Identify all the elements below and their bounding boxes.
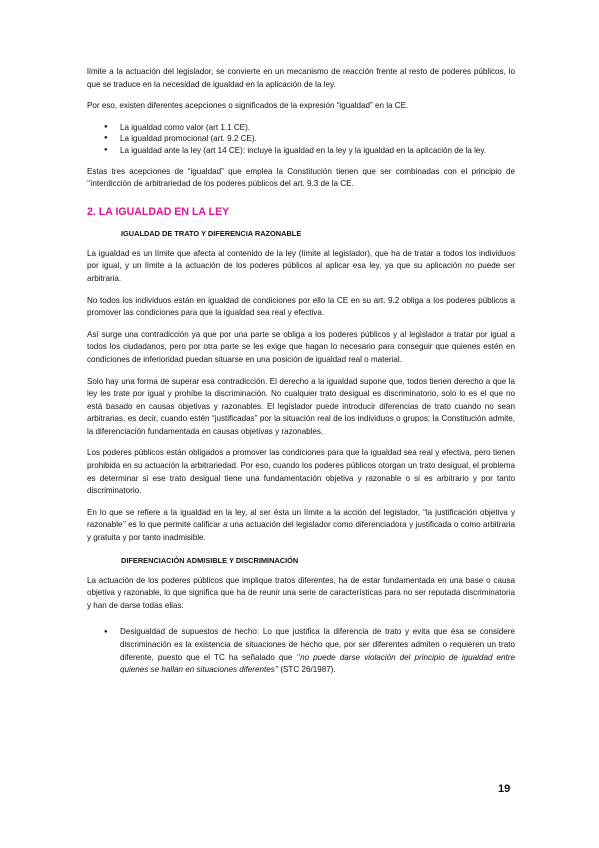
paragraph-contradiccion: Así surge una contradicción ya que por una parte se obliga a los poderes públicos y al legislador a tratar por igual a todos los ciudadanos, pero por otra parte se les exige que hagan lo necesario para conseguir que quienes estén en condiciones de inferioridad puedan situarse en una posición de igualdad real o material. xyxy=(87,329,515,364)
intro-paragraph: límite a la actuación del legislador, se convierte en un mecanismo de reacción frente al resto de poderes públicos, lo que se traduce en la necesidad de igualdad en la aplicación de la ley. xyxy=(87,67,515,89)
paragraph-justificacion: En lo que se refiere a la igualdad en la ley, al ser ésta un límite a la acción del legislador, “la justificación objetiva y razonable’’ es lo que permite calificar a una actuación del legislador como diferenciadora y justificada o como arbitraria y gratuita y por tanto inadmisible. xyxy=(87,507,515,543)
supuestos-quote: ‘’no puede darse violación del principio de igualdad entre quienes se hallan en situaciones diferentes’’ xyxy=(120,652,515,675)
paragraph-superar: Solo hay una forma de superar esa contradicción. El derecho a la igualdad supone que, todos tienen derecho a que la ley les trate por igual y prohíbe la discriminación. No cualquier trato desigual es discriminatorio, solo lo es el que no está basado en causas objetivas y razonables. El legislador puede introducir diferencias de trato cuando no sean arbitrarias, es decir, cuando estén “justificadas” por la situación real de los individuos o grupos; la Constitución admite, la diferenciación fundamentada en causas objetivas y razonables. xyxy=(87,376,515,436)
paragraph-poderes-publicos: Los poderes públicos están obligados a promover las condiciones para que la igualdad sea real y efectiva, pero tienen prohibida en su actuación la arbitrariedad. Por eso, cuando los poderes públicos otorgan un trato desigual, el problema es determinar si ese trato desigual tiene una fundamentación objetiva y razonable o si es arbitrario y por tanto discriminatorio. xyxy=(87,448,515,496)
paragraph-limite: La igualdad es un límite que afecta al contenido de la ley (límite al legislador), que ha de tratar a todos los individuos por igual, y un límite a la actuación de los poderes públicos al aplicar esa ley, ya que su aplicación no puede ser arbitraria. xyxy=(87,248,515,283)
subheading-diferenciacion: DIFERENCIACIÓN ADMISIBLE Y DISCRIMINACIÓN xyxy=(121,555,299,565)
subheading-igualdad-de-trato: IGUALDAD DE TRATO Y DIFERENCIA RAZONABLE xyxy=(121,228,302,238)
paragraph-actuacion: La actuación de los poderes públicos que implique tratos diferentes, ha de estar fundamentada en una base o causa objetiva y razonable, lo que significa que ha de reunir una serie de características para no ser reputada discriminatoria y han de darse todas ellas: xyxy=(87,575,515,610)
acepciones-list xyxy=(87,122,515,157)
supuestos-citation: (STC 26/1987). xyxy=(278,665,336,675)
page-number: 19 xyxy=(498,783,511,795)
supuestos-paragraph xyxy=(120,626,515,676)
page-content xyxy=(87,66,515,677)
paragraph-condiciones: No todos los individuos están en igualdad de condiciones por ello la CE en su art. 9.2 obliga a los poderes públicos a promover las condiciones para que la igualdad sea real y efectiva. xyxy=(87,295,515,318)
list-item: ● La igualdad como valor (art 1.1 CE). xyxy=(87,122,515,134)
list-item: ● La igualdad ante la ley (art 14 CE): incluye la igualdad en la ley y la igualdad en la aplicación de la ley. xyxy=(87,145,515,157)
list-item: ● La igualdad promocional (art. 9.2 CE). xyxy=(87,133,515,145)
section-title: 2. LA IGUALDAD EN LA LEY xyxy=(87,205,230,218)
acepciones-intro-paragraph: Por eso, existen diferentes acepciones o significados de la expresión “igualdad” en la CE. xyxy=(87,101,409,111)
supuestos-text: Desigualdad de supuestos de hecho: Lo que justifica la diferencia de trato y evita que ésa se considere discriminación es la existencia de situaciones de hecho que, por ser diferentes admiten o requieren un trato diferente, puesto que el TC ha señalado que xyxy=(120,627,515,662)
combinadas-paragraph: Estas tres acepciones de “igualdad” que emplea la Constitución tienen que ser combinadas con el principio de ‘’interdicción de arbitrariedad de los poderes públicos del art. 9.3 de la CE. xyxy=(87,166,515,189)
bullet-icon: ● xyxy=(104,629,108,636)
supuestos-bullet xyxy=(87,626,515,676)
